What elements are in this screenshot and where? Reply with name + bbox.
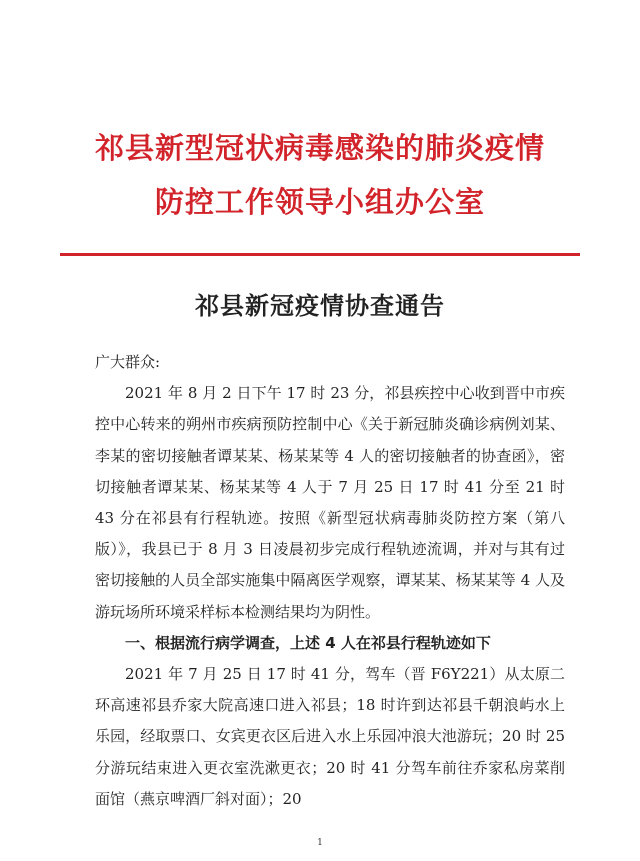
paragraph-2: 2021 年 7 月 25 日 17 时 41 分，驾车（晋 F6Y221）从太原二环高速祁县乔家大院高速口进入祁县；18 时许到达祁县千朝浪屿水上乐园，经取票口、女宾更衣区后进入水上乐园冲浪大池游玩；20 时 25 分游玩结束进入更衣室洗漱更衣；20 时 41 分驾车前往乔家私房菜削面馆（燕京啤酒厂斜对面）；20 — [95, 665, 565, 808]
office-name-line-1: 祁县新型冠状病毒感染的肺炎疫情 — [94, 131, 545, 165]
red-separator-line — [60, 253, 580, 256]
salutation: 广大群众: — [95, 353, 161, 371]
page-number: 1 — [317, 838, 323, 848]
paragraph-1: 2021 年 8 月 2 日下午 17 时 23 分，祁县疾控中心收到晋中市疾控中心转来的朔州市疾病预防控制中心《关于新冠肺炎确诊病例刘某、李某的密切接触者谭某某、杨某某等 4 人的密切接触者的协查函》，密切接触者谭某某、杨某某等 4 人于 7 月 25 日 17 时 41 分至 21 时 43 分在祁县有行程轨迹。按照《新型冠状病毒肺炎防控方案（第八版）》，我县已于 8 月 3 日凌晨初步完成行程轨迹流调，并对与其有过密切接触的人员全部实施集中隔离医学观察，谭某某、杨某某等 4 人及游玩场所环境采样标本检测结果均为阴性。 — [95, 384, 565, 621]
issuing-office-header — [0, 128, 640, 222]
notice-title: 祁县新冠疫情协查通告 — [195, 291, 445, 320]
section-1-heading: 一、根据流行病学调查，上述 4 人在祁县行程轨迹如下 — [125, 633, 491, 652]
notice-body — [95, 347, 565, 815]
office-name-line-2: 防控工作领导小组办公室 — [154, 185, 485, 219]
